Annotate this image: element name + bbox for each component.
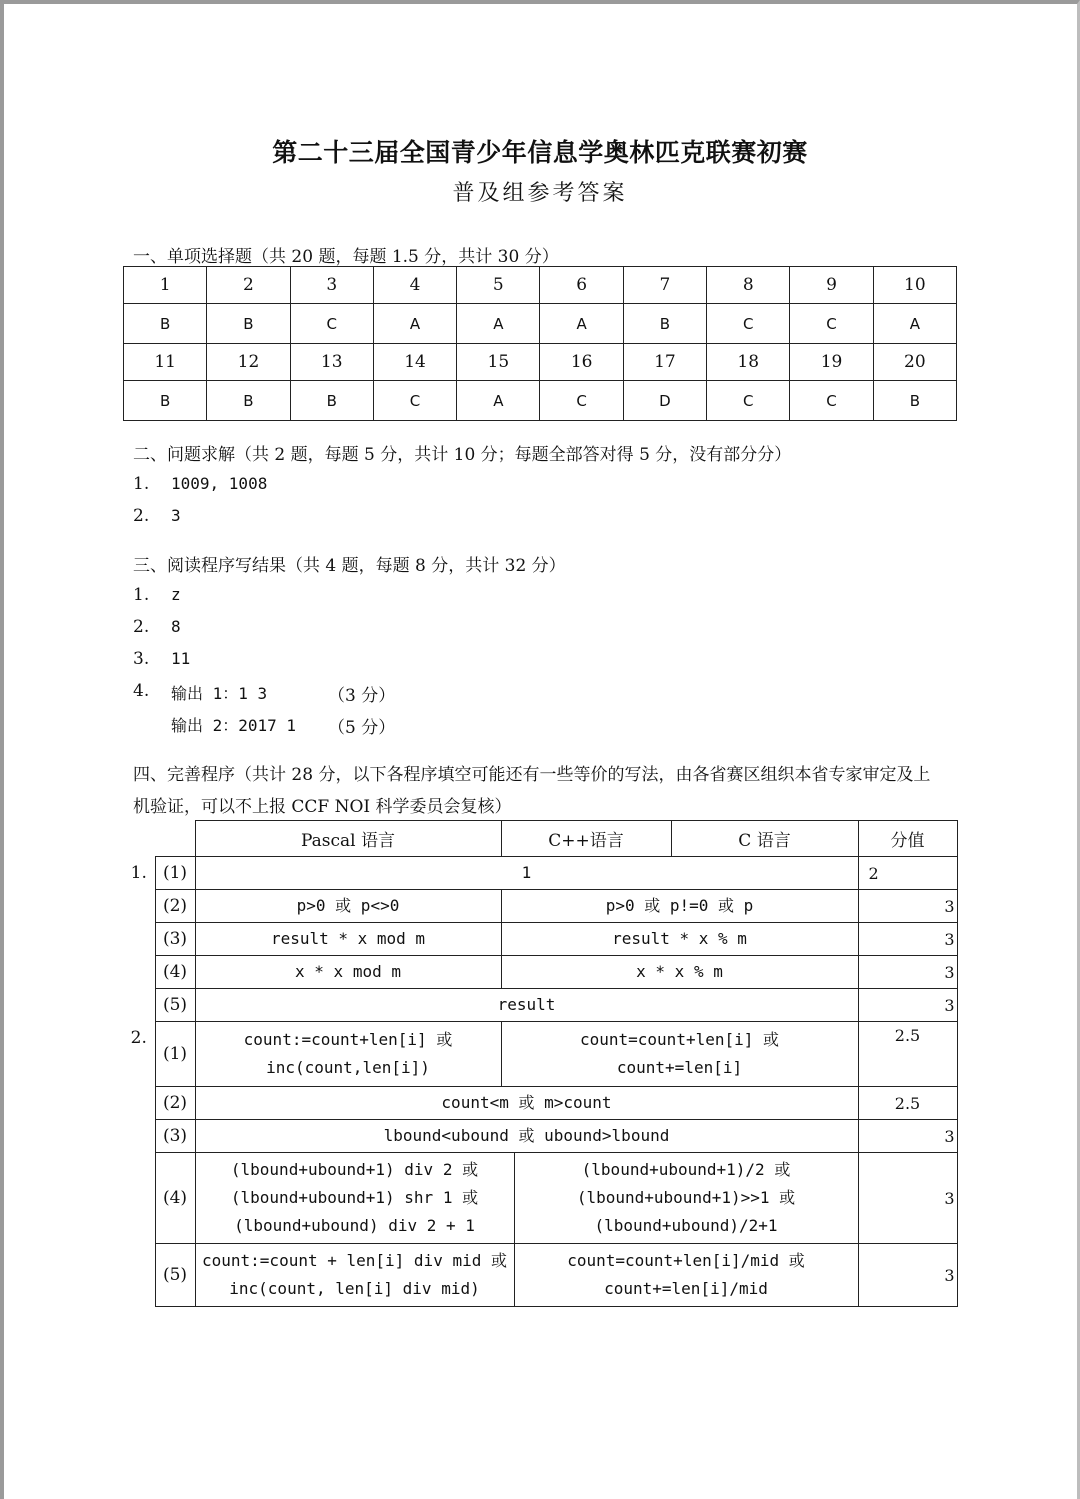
program-answer-table <box>123 820 958 1307</box>
table-header-row <box>123 821 957 857</box>
item-number: 3. <box>133 649 150 669</box>
header-cpp: C++语言 <box>501 821 671 857</box>
table-row: B B C A A A B C C A <box>124 304 957 344</box>
program-number: 2. <box>123 1022 155 1307</box>
header-pascal: Pascal 语言 <box>195 821 501 857</box>
table-row: 11 12 13 14 15 16 17 18 19 20 <box>124 344 957 381</box>
table-row: (3) lbound<ubound 或 ubound>lbound 3 <box>123 1120 957 1153</box>
section-2-heading: 二、问题求解（共 2 题，每题 5 分，共计 10 分；每题全部答对得 5 分，没有部分分） <box>133 445 792 465</box>
item-score: （3 分） <box>328 686 396 706</box>
header-score: 分值 <box>858 821 957 857</box>
page-title: 第二十三届全国青少年信息学奥林匹克联赛初赛 <box>272 138 808 167</box>
item-score: （5 分） <box>328 718 396 738</box>
item-answer: 输出 2：2017 1 <box>171 716 297 735</box>
table-row: (2) p>0 或 p<>0 p>0 或 p!=0 或 p 3 <box>123 890 957 923</box>
item-number: 2. <box>133 617 150 637</box>
table-row: B B B C A C D C C B <box>124 381 957 421</box>
item-answer: 3 <box>171 506 181 525</box>
item-number: 1. <box>133 585 150 605</box>
table-row: (4) (lbound+ubound+1) div 2 或 (lbound+ubound+1) shr 1 或 (lbound+ubound) div 2 + 1 (lbound+ubound+1)/2 或 (lbound+ubound+1)>>1 或 (lbound+ubound)/2+1 3 <box>123 1153 957 1244</box>
table-row: 1. (1) 1 2 <box>123 857 957 890</box>
section-4-heading: 四、完善程序（共计 28 分，以下各程序填空可能还有一些等价的写法，由各省赛区组织本省专家审定及上机验证，可以不上报 CCF NOI 科学委员会复核） <box>133 765 931 817</box>
table-row: (5) result 3 <box>123 989 957 1022</box>
table-row: (4) x * x mod m x * x % m 3 <box>123 956 957 989</box>
item-number: 1. <box>133 474 150 494</box>
item-number: 2. <box>133 506 150 526</box>
section-3-heading: 三、阅读程序写结果（共 4 题，每题 8 分，共计 32 分） <box>133 556 566 576</box>
item-answer: 8 <box>171 617 181 636</box>
table-row: 2. (1) count:=count+len[i] 或 inc(count,len[i]) count=count+len[i] 或 count+=len[i] 2.5 <box>123 1022 957 1087</box>
item-answer: z <box>171 585 181 604</box>
item-answer: 1009, 1008 <box>171 474 268 493</box>
item-answer: 输出 1：1 3 <box>171 684 268 703</box>
page-subtitle: 普及组参考答案 <box>452 181 628 206</box>
table-row: 1 2 3 4 5 6 7 8 9 10 <box>124 267 957 304</box>
table-row: (5) count:=count + len[i] div mid 或 inc(count, len[i] div mid) count=count+len[i]/mid 或 count+=len[i]/mid 3 <box>123 1244 957 1307</box>
item-number: 4. <box>133 681 150 701</box>
program-number: 1. <box>123 857 155 1022</box>
item-answer: 11 <box>171 649 191 668</box>
table-row: (3) result * x mod m result * x % m 3 <box>123 923 957 956</box>
section-1-heading: 一、单项选择题（共 20 题，每题 1.5 分，共计 30 分） <box>133 247 559 267</box>
choice-answer-table <box>123 266 957 421</box>
table-row: (2) count<m 或 m>count 2.5 <box>123 1087 957 1120</box>
header-c: C 语言 <box>671 821 858 857</box>
